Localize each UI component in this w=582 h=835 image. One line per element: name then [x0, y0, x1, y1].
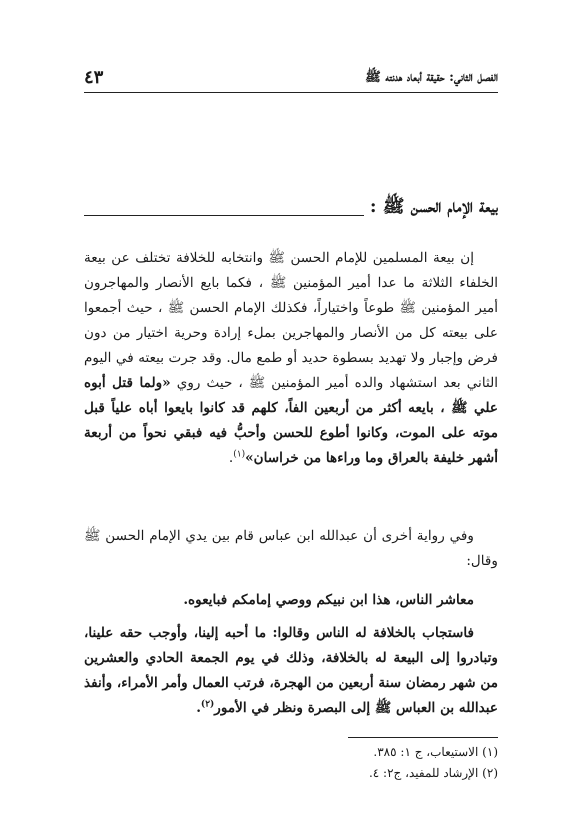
footnote-rule	[348, 737, 498, 738]
paragraph-1-end: .	[228, 450, 234, 466]
section-heading-rule	[84, 215, 364, 216]
paragraph-4-end: .	[196, 700, 201, 716]
paragraph-1-text: إن بيعة المسلمين للإمام الحسن ﷺ وانتخابه للخلافة تختلف عن بيعة الخلفاء الثلاثة ما عدا أمير المؤمنين ﷺ ، فكما بايع الأنصار والمهاجرون أمير المؤمنين ﷺ طوعاً واختياراً، فكذلك الإمام الحسن ﷺ ، حيث أجمعوا على بيعته كل من الأنصار والمهاجرين بملء إرادة وحرية اختيار من دون فرض وإجبار ولا تهديد بسطوة حديد أو طمع مال. وقد جرت بيعته في اليوم الثاني بعد استشهاد والده أمير المؤمنين ﷺ ، حيث روي	[84, 250, 498, 391]
paragraph-4	[84, 621, 498, 721]
footnote-ref-2: (٢)	[200, 699, 215, 710]
section-heading-text: بيعة الإمام الحسن ﷺ :	[369, 196, 498, 217]
paragraph-2	[84, 524, 498, 574]
running-header	[84, 62, 498, 93]
section-heading	[84, 195, 498, 221]
paragraph-3-text: معاشر الناس، هذا ابن نبيكم ووصي إمامكم فبايعوه.	[183, 592, 474, 608]
header-title: الفصل الثاني: حقيقة أبعاد هدنته ﷺ	[365, 70, 498, 85]
footnote-ref-1: (١)	[233, 449, 246, 460]
paragraph-1-quote: «ولما قتل أبوه علي ﷺ ، بايعه أكثر من أربعين الفاً، كلهم قد كانوا بايعوا أباه علياً قبل موته على الموت، وكانوا أطوع للحسن وأحبُّ فيه فبقي نحواً من أربعة أشهر خليفة بالعراق وما وراءها من خراسان»	[84, 375, 498, 466]
footnote-1: (١) الاستيعاب، ج ١: ٣٨٥.	[373, 745, 498, 759]
footnote-2: (٢) الإرشاد للمفيد، ج٢: ٤.	[368, 766, 498, 780]
paragraph-2-text: وفي رواية أخرى أن عبدالله ابن عباس قام بين يدي الإمام الحسن ﷺ وقال:	[84, 528, 498, 569]
paragraph-1	[84, 246, 498, 471]
paragraph-4-text: فاستجاب بالخلافة له الناس وقالوا: ما أحبه إلينا، وأوجب حقه علينا، وتبادروا إلى البيعة له بالخلافة، وذلك في يوم الجمعة الحادي والعشرين من شهر رمضان سنة أربعين من الهجرة، فرتب العمال وأمر الأمراء، وأنفذ عبدالله بن العباس ﷺ إلى البصرة ونظر في الأمور	[84, 625, 498, 716]
paragraph-3	[84, 588, 498, 613]
footnotes	[84, 742, 498, 784]
page-number: ٤٣	[84, 67, 104, 88]
